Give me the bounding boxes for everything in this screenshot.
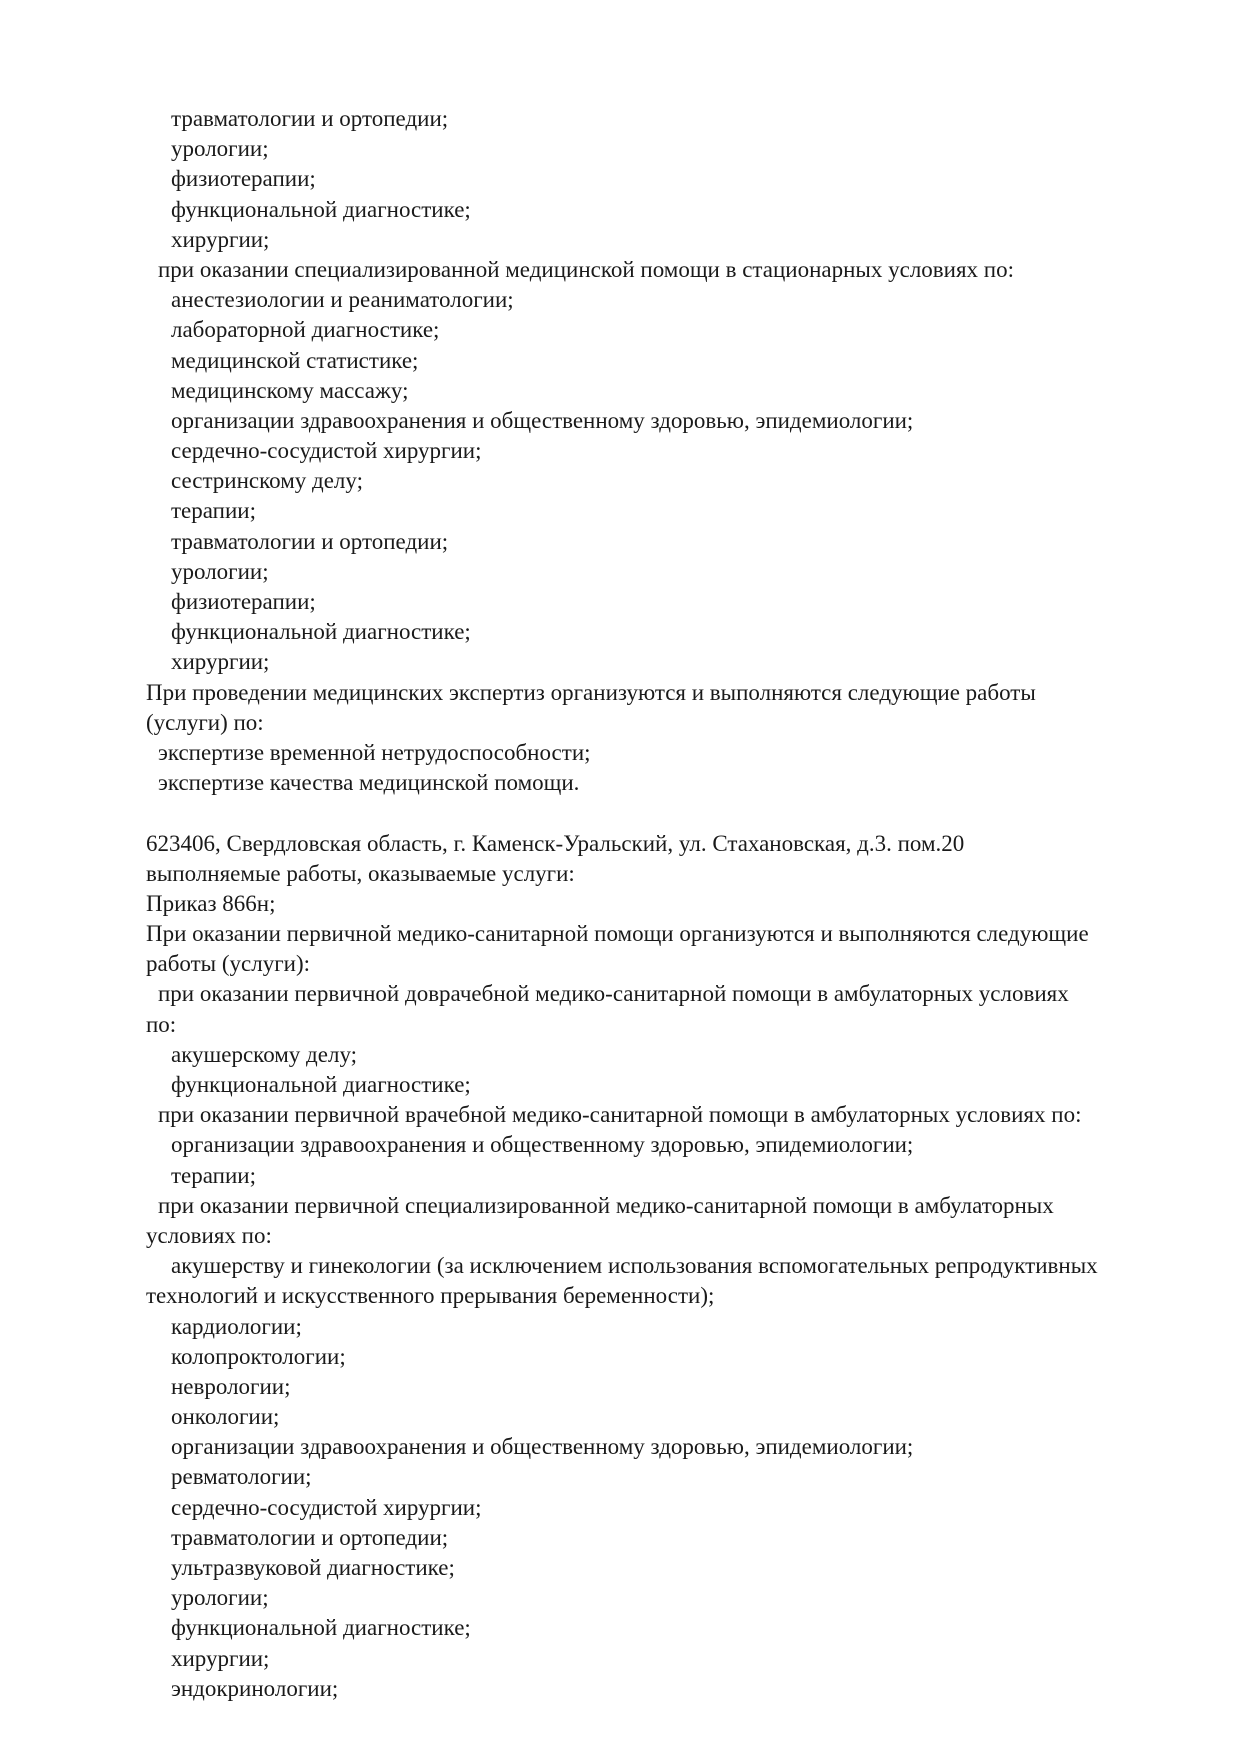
subsection-heading: при оказании первичной доврачебной медико-санитарной помощи в амбулаторных условиях <box>158 981 1069 1007</box>
list-item: онкологии; <box>171 1404 280 1430</box>
list-item-continuation: технологий и искусственного прерывания беременности); <box>146 1283 715 1309</box>
list-item: лабораторной диагностике; <box>171 317 440 343</box>
list-item: медицинской статистике; <box>171 347 419 373</box>
subsection-heading: при оказании первичной врачебной медико-санитарной помощи в амбулаторных условиях по: <box>158 1102 1082 1128</box>
subsection-heading-continuation: условиях по: <box>146 1222 272 1248</box>
list-item: экспертизе качества медицинской помощи. <box>158 770 580 796</box>
list-item: сердечно-сосудистой хирургии; <box>171 438 482 464</box>
list-item: урологии; <box>171 1585 269 1611</box>
list-item: организации здравоохранения и общественному здоровью, эпидемиологии; <box>171 1434 914 1460</box>
list-item: травматологии и ортопедии; <box>171 106 449 131</box>
order-reference: Приказ 866н; <box>146 890 276 916</box>
list-item: кардиологии; <box>171 1313 302 1339</box>
list-item: акушерству и гинекологии (за исключением использования вспомогательных репродуктивных <box>171 1253 1098 1279</box>
list-item: хирургии; <box>171 1645 270 1671</box>
section-heading: При проведении медицинских экспертиз организуются и выполняются следующие работы <box>146 679 1036 705</box>
list-item: ультразвуковой диагностике; <box>171 1555 455 1580</box>
list-item: медицинскому массажу; <box>171 377 409 403</box>
list-item: сестринскому делу; <box>171 468 363 494</box>
list-item: терапии; <box>171 1162 256 1188</box>
subsection-heading: при оказании первичной специализированной медико-санитарной помощи в амбулаторных <box>158 1192 1054 1218</box>
list-item: акушерскому делу; <box>171 1041 358 1067</box>
list-item: хирургии; <box>171 649 270 675</box>
list-item: колопроктологии; <box>171 1343 346 1369</box>
subsection-heading-continuation: по: <box>146 1011 177 1037</box>
services-label: выполняемые работы, оказываемые услуги: <box>146 860 575 886</box>
list-item: травматологии и ортопедии; <box>171 1524 449 1550</box>
section-heading-continuation: работы (услуги): <box>146 951 310 977</box>
paragraph-gap <box>146 798 1166 828</box>
list-item: хирургии; <box>171 226 270 252</box>
list-item: функциональной диагностике; <box>171 1615 471 1641</box>
list-item: травматологии и ортопедии; <box>171 528 449 554</box>
list-item: урологии; <box>171 558 269 584</box>
list-item: эндокринологии; <box>171 1675 339 1701</box>
list-item: терапии; <box>171 498 256 524</box>
list-item: физиотерапии; <box>171 589 316 614</box>
list-item: экспертизе временной нетрудоспособности; <box>158 739 591 765</box>
address-line: 623406, Свердловская область, г. Каменск-Уральский, ул. Стахановская, д.3. пом.20 <box>146 830 965 856</box>
list-item: ревматологии; <box>171 1464 312 1490</box>
list-item: неврологии; <box>171 1373 291 1399</box>
list-item: организации здравоохранения и общественному здоровью, эпидемиологии; <box>171 407 914 433</box>
list-item: функциональной диагностике; <box>171 1072 471 1097</box>
list-item: физиотерапии; <box>171 166 316 192</box>
list-item: сердечно-сосудистой хирургии; <box>171 1494 482 1520</box>
document-text <box>146 104 1166 1704</box>
section-heading-continuation: (услуги) по: <box>146 709 264 735</box>
list-item: анестезиологии и реаниматологии; <box>171 287 514 313</box>
list-item: функциональной диагностике; <box>171 619 471 645</box>
subsection-heading: при оказании специализированной медицинской помощи в стационарных условиях по: <box>158 256 1014 282</box>
list-item: урологии; <box>171 136 269 162</box>
list-item: функциональной диагностике; <box>171 196 471 222</box>
list-item: организации здравоохранения и общественному здоровью, эпидемиологии; <box>171 1132 914 1158</box>
section-heading: При оказании первичной медико-санитарной помощи организуются и выполняются следующие <box>146 921 1089 947</box>
